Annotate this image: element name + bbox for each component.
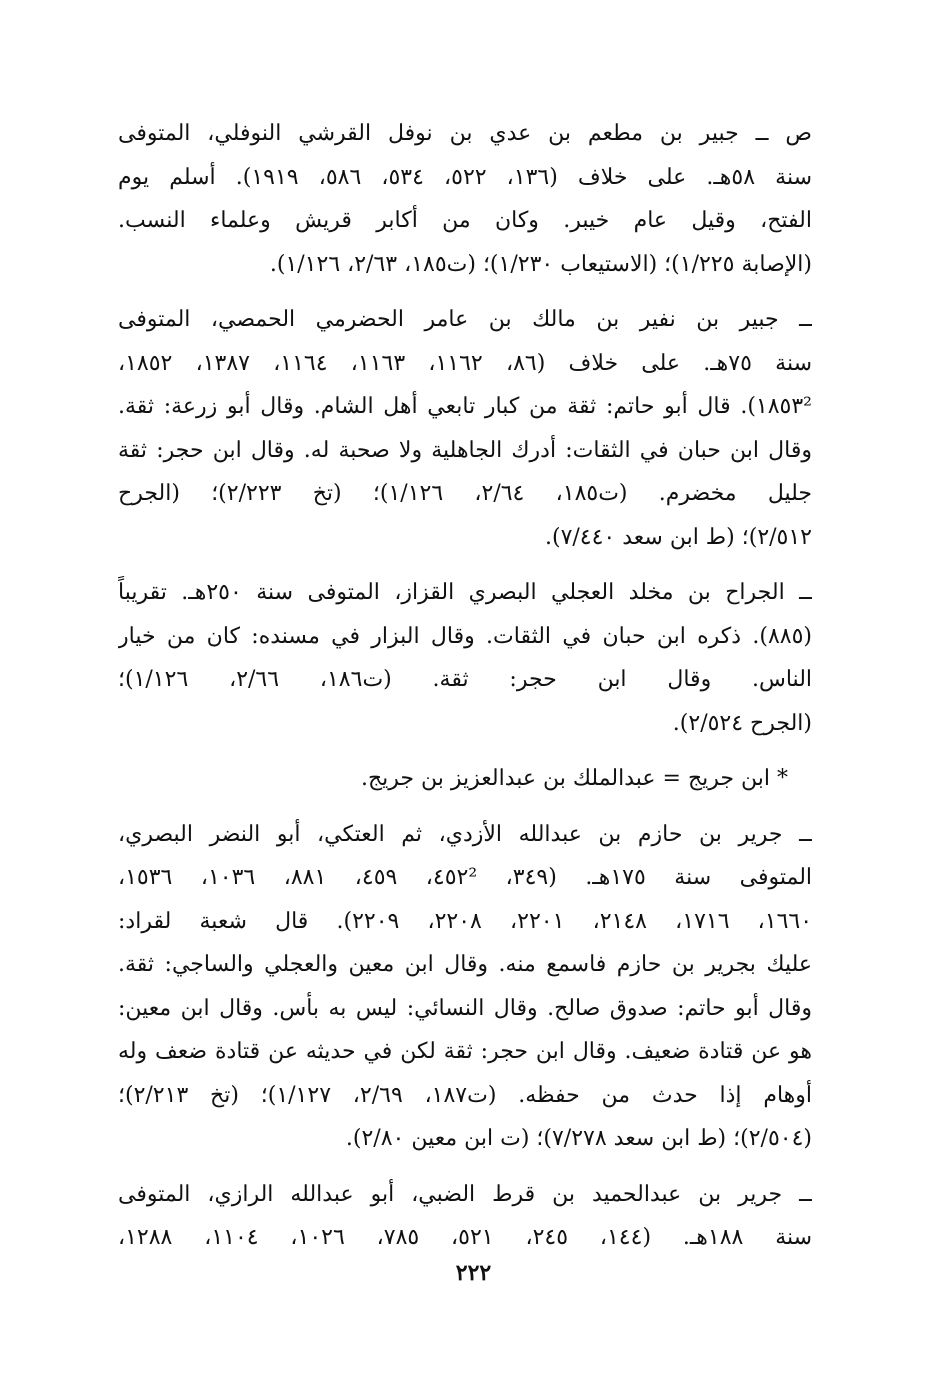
text-line: الفتح، وقيل عام خيبر. وكان من أكابر قريش وعلماء النسب. — [118, 208, 812, 233]
page-number: ٢٢٢ — [455, 1260, 492, 1286]
text-line: (الإصابة ١/٢٢٥)؛ (الاستيعاب ١/٢٣٠)؛ (ت١٨٥، ٢/٦٣، ١/١٢٦). — [269, 251, 812, 277]
text-line: (الجرح ٢/٥٢٤). — [672, 710, 812, 736]
text-line: وقال أبو حاتم: صدوق صالح. وقال النسائي: ليس به بأس. وقال ابن معين: — [118, 995, 812, 1021]
text-line: عليك بجرير بن حازم فاسمع منه. وقال ابن معين والعجلي والساجي: ثقة. — [118, 952, 812, 977]
text-line: المتوفى سنة ١٧٥هـ. (٣٤٩، ٤٥٢²، ٤٥٩، ٨٨١، ١٠٣٦، ١٥٣٦، — [118, 865, 812, 890]
text-line: ــ الجراح بن مخلد العجلي البصري القزاز، المتوفى سنة ٢٥٠هـ. تقريباً — [118, 580, 812, 605]
text-line: ــ جرير بن عبدالحميد بن قرط الضبي، أبو عبدالله الرازي، المتوفى — [118, 1181, 812, 1207]
biography-entry — [118, 571, 812, 745]
biography-entry — [118, 813, 812, 1161]
text-line: سنة ١٨٨هـ. (١٤٤، ٢٤٥، ٥٢١، ٧٨٥، ١٠٢٦، ١١٠٤، ١٢٨٨، — [118, 1225, 812, 1250]
text-line: سنة ٧٥هـ. على خلاف (٨٦، ١١٦٢، ١١٦٣، ١١٦٤، ١٣٨٧، ١٨٥٢، — [118, 350, 812, 376]
biography-entry — [118, 112, 812, 286]
text-line: ١٨٥٣²). قال أبو حاتم: ثقة من كبار تابعي أهل الشام. وقال أبو زرعة: ثقة. — [118, 394, 812, 419]
text-line: ــ جبير بن نفير بن مالك بن عامر الحضرمي الحمصي، المتوفى — [118, 307, 812, 332]
text-line: * ابن جريج = عبدالملك بن عبدالعزيز بن جريج. — [360, 766, 788, 791]
page-body — [118, 112, 812, 1272]
text-line: الناس. وقال ابن حجر: ثقة. (ت١٨٦، ٢/٦٦، ١/١٢٦)؛ — [118, 667, 812, 692]
text-line: (٨٨٥). ذكره ابن حبان في الثقات. وقال البزار في مسنده: كان من خيار — [118, 623, 812, 649]
text-line: أوهام إذا حدث من حفظه. (ت١٨٧، ٢/٦٩، ١/١٢٧)؛ (تخ ٢/٢١٣)؛ — [118, 1082, 812, 1108]
text-line: ٢/٥١٢)؛ (ط ابن سعد ٧/٤٤٠). — [544, 524, 812, 550]
text-line: وقال ابن حبان في الثقات: أدرك الجاهلية ولا صحبة له. وقال ابن حجر: ثقة — [118, 437, 812, 463]
biography-entry — [118, 298, 812, 559]
biography-entry — [118, 1173, 812, 1260]
text-line: هو عن قتادة ضعيف. وقال ابن حجر: ثقة لكن في حديثه عن قتادة ضعف وله — [118, 1039, 812, 1064]
text-line: جليل مخضرم. (ت١٨٥، ٢/٦٤، ١/١٢٦)؛ (تخ ٢/٢٢٣)؛ (الجرح — [118, 481, 812, 506]
cross-reference-entry — [118, 757, 812, 801]
text-line: سنة ٥٨هـ. على خلاف (١٣٦، ٥٢٢، ٥٣٤، ٥٨٦، ١٩١٩). أسلم يوم — [118, 164, 812, 190]
text-line: ــ جرير بن حازم بن عبدالله الأزدي، ثم العتكي، أبو النضر البصري، — [118, 821, 812, 847]
text-line: ص ــ جبير بن مطعم بن عدي بن نوفل القرشي النوفلي، المتوفى — [118, 121, 812, 146]
text-line: (٢/٥٠٤)؛ (ط ابن سعد ٧/٢٧٨)؛ (ت ابن معين ٢/٨٠). — [345, 1126, 812, 1151]
text-line: ١٦٦٠، ١٧١٦، ٢١٤٨، ٢٢٠١، ٢٢٠٨، ٢٢٠٩). قال شعبة لقراد: — [118, 908, 812, 934]
